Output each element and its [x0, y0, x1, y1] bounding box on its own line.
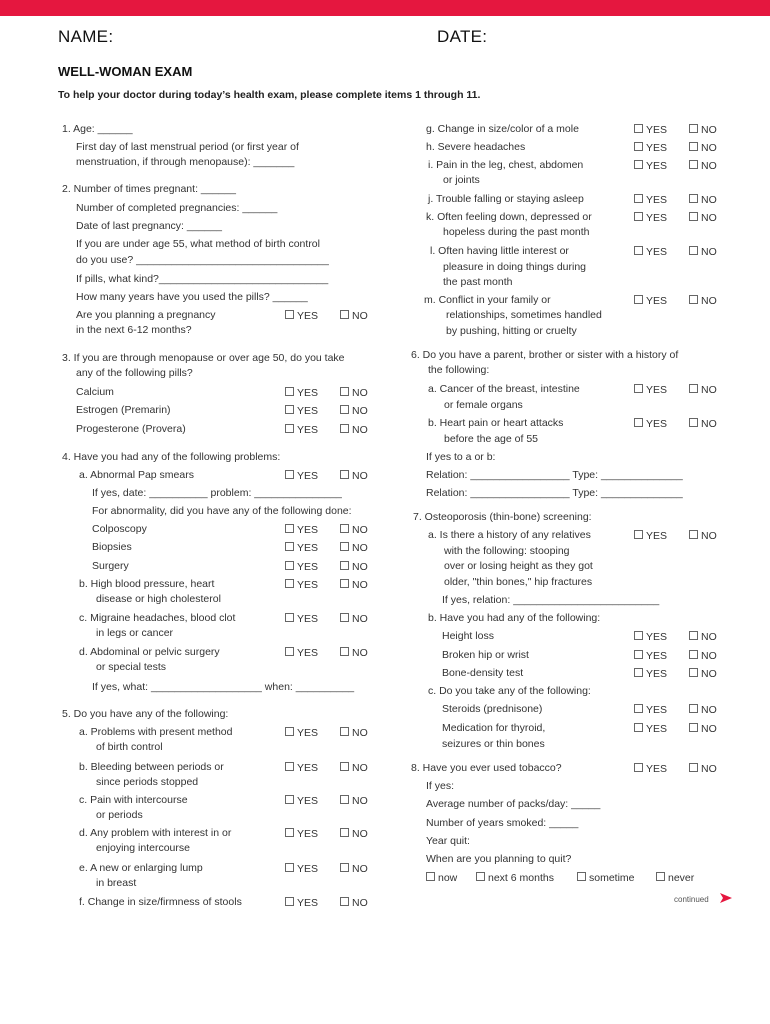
- checkbox-square-icon[interactable]: [634, 295, 643, 304]
- yes-checkbox[interactable]: YES: [285, 424, 318, 436]
- q6b-cont: before the age of 55: [444, 433, 538, 445]
- top-accent-bar: [0, 0, 770, 16]
- checkbox-square-icon[interactable]: [689, 668, 698, 677]
- checkbox-square-icon[interactable]: [340, 310, 349, 319]
- q8-ifyes: If yes:: [426, 780, 455, 792]
- q5l-cont1: pleasure in doing things during: [443, 261, 587, 273]
- no-checkbox[interactable]: NO: [689, 212, 717, 224]
- yes-no-group: [285, 310, 368, 322]
- no-checkbox[interactable]: NO: [689, 723, 717, 735]
- yes-checkbox[interactable]: YES: [285, 863, 318, 875]
- yes-no-group: [285, 579, 368, 591]
- yes-no-group: [285, 405, 368, 417]
- no-checkbox[interactable]: NO: [340, 387, 368, 399]
- no-checkbox[interactable]: NO: [689, 704, 717, 716]
- q2-years: How many years have you used the pills? ______: [76, 291, 308, 303]
- q5c: c. Pain with intercourse: [79, 794, 188, 806]
- checkbox-square-icon[interactable]: [689, 418, 698, 427]
- yes-no-group: [634, 704, 717, 716]
- checkbox-square-icon[interactable]: [285, 470, 294, 479]
- q4a-pap: a. Abnormal Pap smears: [79, 469, 194, 481]
- yes-no-group: [285, 470, 368, 482]
- yes-no-group: [285, 613, 368, 625]
- q5i-cont: or joints: [443, 174, 480, 186]
- no-checkbox[interactable]: NO: [340, 561, 368, 573]
- checkbox-square-icon[interactable]: [340, 863, 349, 872]
- checkbox-square-icon[interactable]: [340, 762, 349, 771]
- yes-checkbox[interactable]: YES: [634, 212, 667, 224]
- q5c-cont: or periods: [96, 809, 143, 821]
- q6-relation2: Relation: _________________ Type: ______________: [426, 487, 683, 499]
- yes-no-group: [285, 863, 368, 875]
- q5d-cont: enjoying intercourse: [96, 842, 190, 854]
- quit-sometime-option[interactable]: sometime: [577, 872, 635, 884]
- yes-checkbox[interactable]: YES: [634, 723, 667, 735]
- q7c-thyroid: Medication for thyroid,: [442, 722, 546, 734]
- no-checkbox[interactable]: NO: [689, 631, 717, 643]
- yes-checkbox[interactable]: YES: [285, 579, 318, 591]
- no-checkbox[interactable]: NO: [689, 384, 717, 396]
- no-checkbox[interactable]: NO: [340, 424, 368, 436]
- q5m-cont1: relationships, sometimes handled: [446, 309, 602, 321]
- yes-no-group: [634, 530, 717, 542]
- yes-checkbox[interactable]: YES: [285, 647, 318, 659]
- no-checkbox[interactable]: NO: [340, 470, 368, 482]
- date-label: DATE:: [437, 27, 488, 46]
- no-checkbox[interactable]: NO: [340, 310, 368, 322]
- yes-checkbox[interactable]: YES: [634, 384, 667, 396]
- checkbox-square-icon[interactable]: [285, 647, 294, 656]
- yes-checkbox[interactable]: YES: [634, 194, 667, 206]
- q2-planning: Are you planning a pregnancy: [76, 309, 216, 321]
- q4a-date: If yes, date: __________ problem: _______________: [92, 487, 342, 499]
- yes-no-group: [285, 561, 368, 573]
- q5e: e. A new or enlarging lump: [79, 862, 203, 874]
- yes-no-group: [634, 763, 717, 775]
- yes-no-group: [285, 424, 368, 436]
- checkbox-square-icon[interactable]: [634, 124, 643, 133]
- checkbox-square-icon[interactable]: [689, 631, 698, 640]
- checkbox-square-icon[interactable]: [689, 704, 698, 713]
- q7b-height: Height loss: [442, 630, 494, 642]
- checkbox-square-icon[interactable]: [634, 384, 643, 393]
- yes-checkbox[interactable]: YES: [634, 530, 667, 542]
- yes-no-group: [285, 524, 368, 536]
- q3-calcium: Calcium: [76, 386, 114, 398]
- checkbox-square-icon[interactable]: [689, 124, 698, 133]
- no-checkbox[interactable]: NO: [340, 613, 368, 625]
- checkbox-square-icon[interactable]: [340, 524, 349, 533]
- checkbox-square-icon[interactable]: [340, 613, 349, 622]
- checkbox-square-icon[interactable]: [340, 542, 349, 551]
- checkbox-square-icon[interactable]: [340, 387, 349, 396]
- yes-no-group: [634, 631, 717, 643]
- q5j: j. Trouble falling or staying asleep: [428, 193, 584, 205]
- checkbox-square-icon[interactable]: [689, 650, 698, 659]
- yes-checkbox[interactable]: YES: [285, 387, 318, 399]
- yes-checkbox[interactable]: YES: [285, 561, 318, 573]
- checkbox-square-icon[interactable]: [340, 470, 349, 479]
- q7a-cont2: over or losing height as they got: [444, 560, 593, 572]
- checkbox-square-icon[interactable]: [285, 524, 294, 533]
- quit-6months-checkbox[interactable]: [476, 872, 485, 881]
- no-checkbox[interactable]: NO: [340, 897, 368, 909]
- q3-question-cont: any of the following pills?: [76, 367, 193, 379]
- q2-completed: Number of completed pregnancies: ______: [76, 202, 278, 214]
- q5l: l. Often having little interest or: [430, 245, 569, 257]
- yes-checkbox[interactable]: YES: [285, 762, 318, 774]
- q7a-cont1: with the following: stooping: [444, 545, 570, 557]
- q3-question: 3. If you are through menopause or over age 50, do you take: [62, 352, 345, 364]
- yes-checkbox[interactable]: YES: [634, 246, 667, 258]
- q1-lmp: First day of last menstrual period (or first year of: [76, 141, 299, 153]
- checkbox-square-icon[interactable]: [285, 405, 294, 414]
- q5d: d. Any problem with interest in or: [79, 827, 232, 839]
- q2-pregnant: 2. Number of times pregnant: ______: [62, 183, 236, 195]
- checkbox-square-icon[interactable]: [285, 613, 294, 622]
- quit-never-option[interactable]: never: [656, 872, 694, 884]
- q7b: b. Have you had any of the following:: [428, 612, 601, 624]
- q4c-migraine: c. Migraine headaches, blood clot: [79, 612, 236, 624]
- q7b-density: Bone-density test: [442, 667, 524, 679]
- q6a: a. Cancer of the breast, intestine: [428, 383, 580, 395]
- checkbox-square-icon[interactable]: [285, 828, 294, 837]
- q4a-biopsies: Biopsies: [92, 541, 132, 553]
- no-checkbox[interactable]: NO: [689, 763, 717, 775]
- yes-checkbox[interactable]: YES: [285, 795, 318, 807]
- q5-question: 5. Do you have any of the following:: [62, 708, 229, 720]
- q7c-thyroid-cont: seizures or thin bones: [442, 738, 545, 750]
- checkbox-square-icon[interactable]: [285, 727, 294, 736]
- q4a-colposcopy: Colposcopy: [92, 523, 147, 535]
- checkbox-square-icon[interactable]: [634, 650, 643, 659]
- no-checkbox[interactable]: NO: [340, 795, 368, 807]
- checkbox-square-icon[interactable]: [340, 579, 349, 588]
- checkbox-square-icon[interactable]: [340, 828, 349, 837]
- yes-checkbox[interactable]: YES: [285, 897, 318, 909]
- checkbox-square-icon[interactable]: [285, 542, 294, 551]
- no-checkbox[interactable]: NO: [689, 142, 717, 154]
- name-label: NAME:: [58, 27, 114, 46]
- checkbox-square-icon[interactable]: [634, 160, 643, 169]
- yes-no-group: [634, 124, 717, 136]
- no-checkbox[interactable]: NO: [340, 727, 368, 739]
- checkbox-square-icon[interactable]: [689, 212, 698, 221]
- checkbox-square-icon[interactable]: [285, 897, 294, 906]
- checkbox-square-icon[interactable]: [634, 763, 643, 772]
- yes-no-group: [285, 542, 368, 554]
- checkbox-square-icon[interactable]: [634, 418, 643, 427]
- no-checkbox[interactable]: NO: [340, 647, 368, 659]
- no-checkbox[interactable]: NO: [689, 124, 717, 136]
- yes-no-group: [285, 387, 368, 399]
- checkbox-square-icon[interactable]: [285, 795, 294, 804]
- yes-checkbox[interactable]: YES: [285, 405, 318, 417]
- q8-question: 8. Have you ever used tobacco?: [411, 762, 562, 774]
- q5l-cont2: the past month: [443, 276, 513, 288]
- q7a-relation: If yes, relation: _________________________: [442, 594, 660, 606]
- checkbox-square-icon[interactable]: [634, 723, 643, 732]
- checkbox-square-icon[interactable]: [340, 647, 349, 656]
- yes-no-group: [634, 650, 717, 662]
- yes-no-group: [285, 828, 368, 840]
- yes-checkbox[interactable]: YES: [634, 650, 667, 662]
- q7-question: 7. Osteoporosis (thin-bone) screening:: [413, 511, 592, 523]
- q6a-cont: or female organs: [444, 399, 523, 411]
- q4d-surgery-cont: or special tests: [96, 661, 167, 673]
- q2-last: Date of last pregnancy: ______: [76, 220, 222, 232]
- checkbox-square-icon[interactable]: [634, 142, 643, 151]
- q2-method-cont: do you use? _________________________________: [76, 254, 329, 266]
- q8-packs: Average number of packs/day: _____: [426, 798, 601, 810]
- yes-checkbox[interactable]: YES: [285, 542, 318, 554]
- q6-relation1: Relation: _________________ Type: ______________: [426, 469, 683, 481]
- checkbox-square-icon[interactable]: [285, 387, 294, 396]
- continued-label: continued: [674, 895, 709, 904]
- yes-checkbox[interactable]: YES: [634, 160, 667, 172]
- no-checkbox[interactable]: NO: [689, 530, 717, 542]
- yes-no-group: [285, 647, 368, 659]
- checkbox-square-icon[interactable]: [634, 530, 643, 539]
- no-checkbox[interactable]: NO: [689, 668, 717, 680]
- q5f: f. Change in size/firmness of stools: [79, 896, 242, 908]
- yes-checkbox[interactable]: YES: [634, 668, 667, 680]
- q5m-cont2: by pushing, hitting or cruelty: [446, 325, 577, 337]
- yes-checkbox[interactable]: YES: [285, 727, 318, 739]
- q6-ifyes: If yes to a or b:: [426, 451, 496, 463]
- q3-progesterone: Progesterone (Provera): [76, 423, 186, 435]
- yes-checkbox[interactable]: YES: [634, 418, 667, 430]
- checkbox-square-icon[interactable]: [634, 246, 643, 255]
- checkbox-square-icon[interactable]: [634, 194, 643, 203]
- q8-years: Number of years smoked: _____: [426, 817, 579, 829]
- yes-no-group: [634, 246, 717, 258]
- yes-no-group: [634, 723, 717, 735]
- yes-checkbox[interactable]: YES: [634, 295, 667, 307]
- yes-no-group: [634, 160, 717, 172]
- q6b: b. Heart pain or heart attacks: [428, 417, 564, 429]
- q5g: g. Change in size/color of a mole: [426, 123, 579, 135]
- no-checkbox[interactable]: NO: [340, 863, 368, 875]
- no-checkbox[interactable]: NO: [689, 194, 717, 206]
- yes-no-group: [634, 212, 717, 224]
- checkbox-square-icon[interactable]: [689, 723, 698, 732]
- checkbox-square-icon[interactable]: [634, 631, 643, 640]
- no-checkbox[interactable]: NO: [340, 762, 368, 774]
- checkbox-square-icon[interactable]: [689, 384, 698, 393]
- checkbox-square-icon[interactable]: [285, 579, 294, 588]
- yes-checkbox[interactable]: YES: [285, 828, 318, 840]
- checkbox-square-icon[interactable]: [340, 727, 349, 736]
- q2-planning-cont: in the next 6-12 months?: [76, 324, 192, 336]
- checkbox-square-icon[interactable]: [689, 160, 698, 169]
- q1-lmp-cont: menstruation, if through menopause): _______: [76, 156, 295, 168]
- q4a-surgery: Surgery: [92, 560, 129, 572]
- q5k-cont: hopeless during the past month: [443, 226, 590, 238]
- q5k: k. Often feeling down, depressed or: [426, 211, 592, 223]
- q4b-bp: b. High blood pressure, heart: [79, 578, 215, 590]
- q4d-surgery: d. Abdominal or pelvic surgery: [79, 646, 220, 658]
- checkbox-square-icon[interactable]: [340, 424, 349, 433]
- checkbox-square-icon[interactable]: [285, 310, 294, 319]
- checkbox-square-icon[interactable]: [689, 194, 698, 203]
- q8-yearquit: Year quit:: [426, 835, 470, 847]
- q8-plan: When are you planning to quit?: [426, 853, 572, 865]
- yes-no-group: [285, 795, 368, 807]
- q5a-cont: of birth control: [96, 741, 163, 753]
- q5h: h. Severe headaches: [426, 141, 526, 153]
- checkbox-square-icon[interactable]: [689, 295, 698, 304]
- q6-question-cont: the following:: [428, 364, 490, 376]
- no-checkbox[interactable]: NO: [689, 650, 717, 662]
- quit-6months-option[interactable]: next 6 months: [476, 872, 554, 884]
- checkbox-square-icon[interactable]: [689, 763, 698, 772]
- yes-no-group: [634, 418, 717, 430]
- yes-checkbox[interactable]: YES: [634, 763, 667, 775]
- form-intro: To help your doctor during today’s health exam, please complete items 1 through 11.: [58, 89, 481, 101]
- checkbox-square-icon[interactable]: [340, 795, 349, 804]
- checkbox-square-icon[interactable]: [340, 405, 349, 414]
- quit-now-option[interactable]: now: [426, 872, 457, 884]
- yes-no-group: [285, 727, 368, 739]
- no-checkbox[interactable]: NO: [340, 542, 368, 554]
- yes-no-group: [285, 762, 368, 774]
- q5e-cont: in breast: [96, 877, 137, 889]
- quit-never-checkbox[interactable]: [656, 872, 665, 881]
- q7b-hip: Broken hip or wrist: [442, 649, 529, 661]
- q2-method: If you are under age 55, what method of birth control: [76, 238, 320, 250]
- no-checkbox[interactable]: NO: [340, 579, 368, 591]
- yes-checkbox[interactable]: YES: [634, 631, 667, 643]
- checkbox-square-icon[interactable]: [285, 561, 294, 570]
- q2-pills: If pills, what kind?_____________________________: [76, 273, 329, 285]
- yes-no-group: [285, 897, 368, 909]
- q4d-what: If yes, what: ___________________ when: __________: [92, 681, 355, 693]
- yes-no-group: [634, 295, 717, 307]
- q7a-cont3: older, "thin bones," hip fractures: [444, 576, 593, 588]
- q7c: c. Do you take any of the following:: [428, 685, 591, 697]
- q5b: b. Bleeding between periods or: [79, 761, 224, 773]
- no-checkbox[interactable]: NO: [340, 524, 368, 536]
- no-checkbox[interactable]: NO: [689, 246, 717, 258]
- q4b-bp-cont: disease or high cholesterol: [96, 593, 221, 605]
- q4-question: 4. Have you had any of the following problems:: [62, 451, 281, 463]
- yes-checkbox[interactable]: YES: [285, 524, 318, 536]
- quit-sometime-checkbox[interactable]: [577, 872, 586, 881]
- checkbox-square-icon[interactable]: [689, 246, 698, 255]
- no-checkbox[interactable]: NO: [689, 418, 717, 430]
- checkbox-square-icon[interactable]: [634, 704, 643, 713]
- q5b-cont: since periods stopped: [96, 776, 199, 788]
- yes-checkbox[interactable]: YES: [285, 470, 318, 482]
- yes-checkbox[interactable]: YES: [634, 704, 667, 716]
- yes-no-group: [634, 668, 717, 680]
- checkbox-square-icon[interactable]: [689, 530, 698, 539]
- yes-checkbox[interactable]: YES: [285, 310, 318, 322]
- yes-no-group: [634, 384, 717, 396]
- q3-estrogen: Estrogen (Premarin): [76, 404, 171, 416]
- q1-age: 1. Age: ______: [62, 123, 133, 135]
- checkbox-square-icon[interactable]: [285, 863, 294, 872]
- checkbox-square-icon[interactable]: [634, 668, 643, 677]
- yes-checkbox[interactable]: YES: [634, 124, 667, 136]
- q4c-migraine-cont: in legs or cancer: [96, 627, 174, 639]
- q5i: i. Pain in the leg, chest, abdomen: [428, 159, 584, 171]
- checkbox-square-icon[interactable]: [285, 424, 294, 433]
- yes-no-group: [634, 194, 717, 206]
- no-checkbox[interactable]: NO: [689, 160, 717, 172]
- q7a: a. Is there a history of any relatives: [428, 529, 591, 541]
- q6-question: 6. Do you have a parent, brother or sister with a history of: [411, 349, 679, 361]
- q5a: a. Problems with present method: [79, 726, 233, 738]
- no-checkbox[interactable]: NO: [340, 405, 368, 417]
- checkbox-square-icon[interactable]: [340, 897, 349, 906]
- continue-arrow-icon: [720, 893, 732, 903]
- checkbox-square-icon[interactable]: [634, 212, 643, 221]
- yes-no-group: [634, 142, 717, 154]
- checkbox-square-icon[interactable]: [285, 762, 294, 771]
- yes-checkbox[interactable]: YES: [634, 142, 667, 154]
- form-title: WELL-WOMAN EXAM: [58, 64, 193, 79]
- checkbox-square-icon[interactable]: [340, 561, 349, 570]
- quit-now-checkbox[interactable]: [426, 872, 435, 881]
- no-checkbox[interactable]: NO: [340, 828, 368, 840]
- q5m: m. Conflict in your family or: [424, 294, 551, 306]
- no-checkbox[interactable]: NO: [689, 295, 717, 307]
- yes-checkbox[interactable]: YES: [285, 613, 318, 625]
- q4a-abnormality: For abnormality, did you have any of the following done:: [92, 505, 352, 517]
- q7c-steroids: Steroids (prednisone): [442, 703, 543, 715]
- checkbox-square-icon[interactable]: [689, 142, 698, 151]
